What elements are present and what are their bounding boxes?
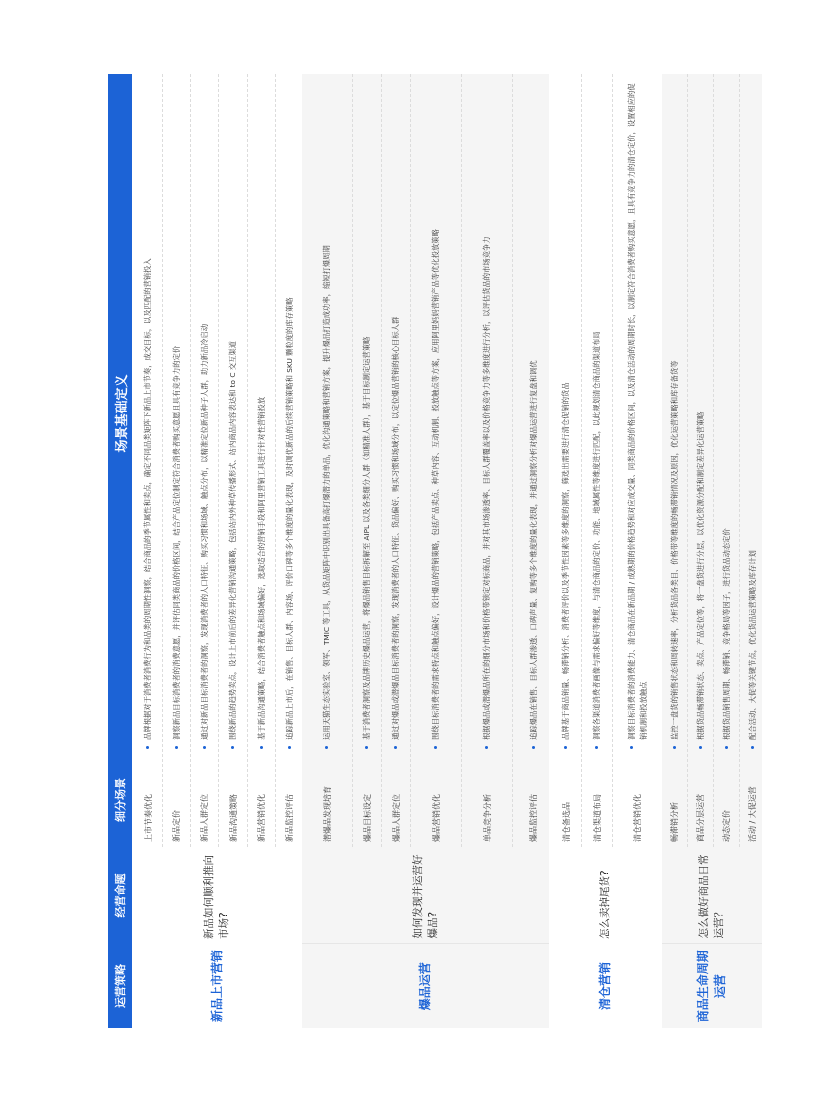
group-new-product	[132, 74, 300, 1028]
definition-cell: 根据货品畅滞销状态、卖点、产品定位等，将一盘货进行分层，以优化资源分配和制定差异化运营策略	[695, 74, 707, 754]
table-row	[247, 74, 275, 847]
definition-cell: 品牌基于商品销量、畅滞销分析、消费者评价以及季节性因素等多维度的洞察，筛选出需要进行清仓促销的货品	[560, 74, 572, 754]
scenario-cell: 活动 / 大促运营	[748, 786, 757, 842]
scenario-cell: 新品监控评估	[285, 794, 294, 842]
table-row	[218, 74, 247, 847]
table-header	[108, 74, 132, 1028]
scenario-cell: 清仓渠道布局	[592, 794, 602, 842]
scenario-cell: 爆品监控评估	[529, 794, 538, 842]
table-row	[713, 74, 739, 847]
definition-cell: 洞察各渠道消费者画像与需求偏好等维度，与清仓商品的定价、功能、地域属性等维度进行匹配，以此规划清仓商品的渠道布局	[591, 74, 603, 754]
proposition-cell: 怎么卖掉尾货?	[599, 870, 611, 939]
group-hot-product	[300, 74, 549, 1028]
table-row	[381, 74, 410, 847]
table-row	[190, 74, 218, 847]
table-row	[275, 74, 303, 847]
table-row	[410, 74, 461, 847]
scenario-cell: 爆品目标设定	[362, 794, 372, 842]
table-row	[134, 74, 162, 847]
proposition-cell: 新品如何顺利推向市场?	[203, 855, 230, 939]
scenario-rows	[551, 74, 660, 847]
scenario-cell: 畅滞销分析	[670, 802, 679, 842]
table-row	[512, 74, 554, 847]
definition-cell: 洞察目标消费者的消费能力、清仓商品在新品期 / 成熟期的价格趋势和对应成交量、同类商品的价格区间，以及清仓活动的周期时长，以制定符合消费者购买意愿，且具有竞争力的清仓定价，设置相应的促销机制和投放触点	[626, 74, 650, 754]
scenario-cell: 清仓营销优化	[633, 794, 642, 842]
definition-cell: 洞察新品目标消费者的消费意愿，并评估同类商品的价格区间，结合产品定位制定符合消费者购买意愿且具有竞争力的定价	[171, 74, 183, 754]
definition-cell: 通过对爆品或潜爆品目标消费者的洞察，发现消费者的人口特征、货品偏好、购买习惯和场域分布，以定位爆品营销的核心目标人群	[390, 74, 402, 754]
definition-cell: 监控一盘货的销售状态和周转速率，分析货品各类目、价格带等维度的畅滞销情况及原因，优化运营策略和库存备货等	[669, 74, 681, 754]
header-strategy: 运营策略	[114, 964, 127, 1008]
scenario-cell: 清仓备选品	[561, 802, 571, 842]
header-definition: 场景基础定义	[114, 374, 130, 453]
definition-cell: 围绕目标消费者的需求特点和触点偏好，设计爆品的营销策略，包括产品卖点、种草内容、互动机制、投放触点等方案，应用阿里妈妈营销产品等优化投放策略	[430, 74, 442, 754]
strategy-cell: 新品上市营销	[209, 950, 224, 1023]
table-row	[662, 74, 687, 847]
table-row	[612, 74, 662, 847]
table-row	[581, 74, 612, 847]
definition-cell: 围绕新品的趋势卖点，设计上市前后的差异化营销沟通策略，包括站内外种草传播形式、站内商品内容表达和 to C 交互渠道	[227, 74, 239, 754]
group-lifecycle	[660, 74, 762, 1028]
scenario-rows	[134, 74, 300, 847]
definition-cell: 配合活动、大促等关键节点，优化货品运营策略及库存计划	[747, 74, 759, 754]
table-row	[461, 74, 512, 847]
scenario-table	[108, 74, 762, 1028]
scenario-cell: 新品定价	[172, 810, 181, 842]
definition-cell: 运用天猫生态实验室、领军、TMIC 等工具，从货品矩阵中识别出具备高打爆潜力的单品，优化沟通策略和营销方案，提升爆品打造成功率，缩短打爆周期	[321, 74, 333, 754]
scenario-cell: 商品分层运营	[696, 794, 705, 842]
header-scenario: 细分场景	[114, 778, 127, 822]
definition-cell: 根据爆品或潜爆品所在的细分市场和价格带锁定对标商品，并对其市场渗透率、目标人群覆盖率以及价格竞争力等多维度进行分析，以评估货品的市场竞争力	[481, 74, 493, 754]
scenario-cell: 潜爆品发现培育	[322, 786, 332, 842]
proposition-cell: 如何发现并运营好爆品?	[411, 854, 439, 939]
header-proposition: 经营命题	[114, 873, 127, 918]
table-row	[352, 74, 381, 847]
scenario-rows	[662, 74, 762, 847]
proposition-cell: 怎么做好商品日常运营？	[698, 854, 725, 939]
table-row	[739, 74, 765, 847]
scenario-cell: 新品沟通策略	[228, 794, 238, 842]
definition-cell: 通过对新品目标消费者的洞察，发现消费者的人口特征、购买习惯和场域、触点分布，以精准定位新品种子人群，助力新品冷启动	[199, 74, 211, 754]
scenario-cell: 新品人群定位	[200, 794, 209, 842]
table-row	[162, 74, 190, 847]
table-row	[302, 74, 352, 847]
definition-cell: 基于消费者洞察及品牌历史爆品运营，将爆品销售目标拆解至 AIPL 以及各类细分人群（如精准人群），基于目标制定运营策略	[361, 74, 373, 754]
definition-cell: 根据货品销售周期、畅滞销、竞争格局等因子，进行货品动态定价	[721, 74, 733, 754]
scenario-rows	[302, 74, 549, 847]
definition-cell: 追踪爆品在销售、目标人群渗透、口碑声量、复购等多个维度的量化表现，并通过洞察分析对爆品运营进行复盘和调优	[528, 74, 540, 754]
definition-cell: 品牌根据对于消费者消费行为和品类的周期性洞察，结合商品的季节属性和卖点，确定不同品类矩阵下新品上市节奏，成交目标，以及匹配的营销投入	[142, 74, 154, 754]
strategy-cell: 商品生命周期运营	[662, 943, 762, 1028]
table-row	[687, 74, 713, 847]
scenario-cell: 爆品营销优化	[431, 794, 441, 842]
strategy-cell: 清仓营销	[598, 962, 612, 1011]
scenario-cell: 上市节奏优化	[143, 794, 153, 842]
definition-cell: 追踪新品上市后，在销售、目标人群、内容场、评价口碑等多个维度的量化表现，及时调优新品的后续营销策略和 SKU 颗粒度的库存策略	[284, 74, 296, 754]
strategy-cell: 爆品运营	[302, 943, 549, 1028]
definition-cell: 基于新品沟通策略，结合消费者触点和场域偏好，选取适合的营销手段和阿里营销工具进行针对性营销投放	[256, 74, 268, 754]
scenario-cell: 新品营销优化	[257, 794, 266, 842]
table-row	[551, 74, 581, 847]
scenario-cell: 爆品人群定位	[391, 794, 401, 842]
scenario-cell: 单品竞争分析	[482, 794, 492, 842]
scenario-cell: 动态定价	[722, 810, 731, 842]
group-clearance	[549, 74, 660, 1028]
